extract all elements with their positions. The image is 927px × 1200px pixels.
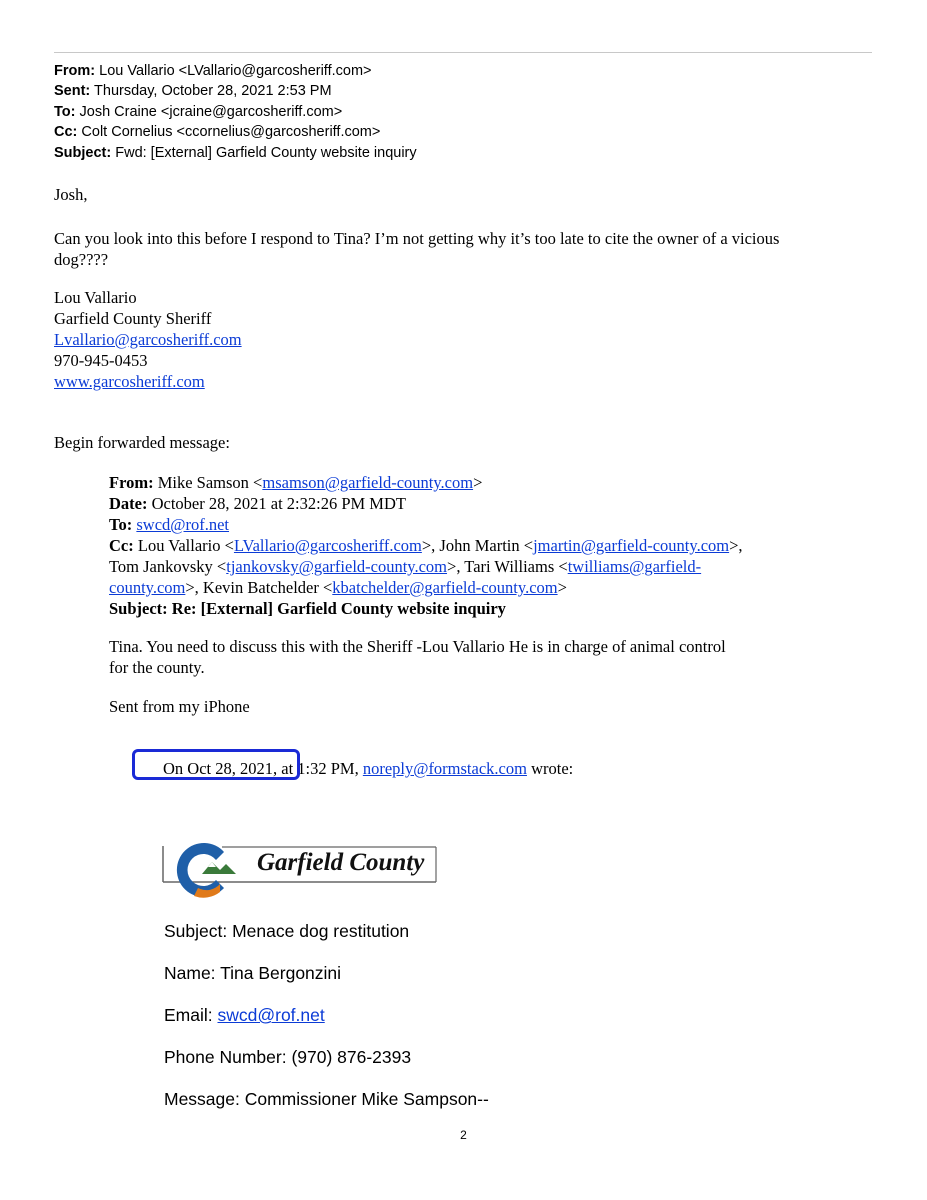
form-phone: Phone Number: (970) 876-2393: [164, 1047, 412, 1067]
body-line-1: Can you look into this before I respond to Tina? I’m not getting why it’s too late to cite the owner of a vicious: [54, 229, 780, 248]
fwd-cc-email-link[interactable]: kbatchelder@garfield-county.com: [332, 578, 558, 597]
from-value: Lou Vallario <LVallario@garcosheriff.com>: [99, 63, 372, 79]
signature-title: Garfield County Sheriff: [54, 309, 212, 328]
fwd-to: To: swcd@rof.net: [109, 515, 230, 534]
fwd-to-email-link[interactable]: swcd@rof.net: [136, 515, 230, 534]
quote-line: On Oct 28, 2021, at 1:32 PM, noreply@formstack.com wrote:: [163, 759, 574, 778]
fwd-cc-email-link[interactable]: twilliams@garfield-: [567, 557, 702, 576]
form-email: Email: swcd@rof.net: [164, 1005, 325, 1025]
quote-email-link[interactable]: noreply@formstack.com: [362, 759, 527, 778]
header-divider: [54, 52, 872, 53]
fwd-cc-line-1: Cc: Lou Vallario <LVallario@garcosheriff.com>, John Martin <jmartin@garfield-county.com>,: [109, 536, 743, 555]
fwd-cc-email-link[interactable]: county.com: [109, 578, 186, 597]
fwd-date: Date: October 28, 2021 at 2:32:26 PM MDT: [109, 494, 406, 513]
fwd-from: From: Mike Samson <msamson@garfield-county.com>: [109, 473, 483, 492]
header-from: From: Lou Vallario <LVallario@garcosheriff.com>: [54, 63, 372, 79]
logo-text: Garfield County: [257, 849, 425, 876]
forward-intro: Begin forwarded message:: [54, 433, 230, 452]
fwd-cc-email-link[interactable]: jmartin@garfield-county.com: [533, 536, 730, 555]
highlight-box: [132, 749, 300, 780]
fwd-cc-line-3: county.com>, Kevin Batchelder <kbatchelder@garfield-county.com>: [109, 578, 567, 597]
form-subject: Subject: Menace dog restitution: [164, 921, 410, 941]
form-message: Message: Commissioner Mike Sampson--: [164, 1089, 489, 1109]
fwd-cc-email-link[interactable]: tjankovsky@garfield-county.com: [226, 557, 448, 576]
header-to: To: Josh Craine <jcraine@garcosheriff.com>: [54, 104, 343, 120]
fwd-body-line-1: Tina. You need to discuss this with the Sheriff -Lou Vallario He is in charge of animal control: [109, 637, 726, 656]
body-line-2: dog????: [54, 250, 109, 269]
greeting: Josh,: [54, 185, 88, 204]
signature-email: [54, 329, 242, 350]
page-number: 2: [460, 1128, 467, 1142]
garfield-county-logo: [162, 836, 438, 900]
form-email-link[interactable]: swcd@rof.net: [217, 1005, 325, 1025]
fwd-subject: Subject: Re: [External] Garfield County website inquiry: [109, 599, 506, 618]
form-name: Name: Tina Bergonzini: [164, 963, 342, 983]
sent-value: Thursday, October 28, 2021 2:53 PM: [94, 83, 332, 99]
header-subject: Subject: Fwd: [External] Garfield County website inquiry: [54, 145, 417, 161]
header-cc: Cc: Colt Cornelius <ccornelius@garcosheriff.com>: [54, 124, 381, 140]
signature-web-link[interactable]: www.garcosheriff.com: [54, 372, 205, 391]
signature-name: Lou Vallario: [54, 288, 137, 307]
signature-web: [54, 371, 205, 392]
signature-email-link[interactable]: Lvallario@garcosheriff.com: [54, 330, 242, 349]
header-sent: Sent: Thursday, October 28, 2021 2:53 PM: [54, 83, 332, 99]
fwd-body-line-2: for the county.: [109, 658, 205, 677]
cc-value: Colt Cornelius <ccornelius@garcosheriff.com>: [81, 124, 381, 140]
to-value: Josh Craine <jcraine@garcosheriff.com>: [79, 104, 343, 120]
signature-phone: 970-945-0453: [54, 351, 148, 370]
fwd-cc-email-link[interactable]: LVallario@garcosheriff.com: [233, 536, 422, 555]
fwd-cc-line-2: Tom Jankovsky <tjankovsky@garfield-county.com>, Tari Williams <twilliams@garfield-: [109, 557, 702, 576]
subject-value: Fwd: [External] Garfield County website inquiry: [115, 145, 417, 161]
fwd-sent-from: Sent from my iPhone: [109, 697, 250, 716]
fwd-from-email-link[interactable]: msamson@garfield-county.com: [262, 473, 474, 492]
